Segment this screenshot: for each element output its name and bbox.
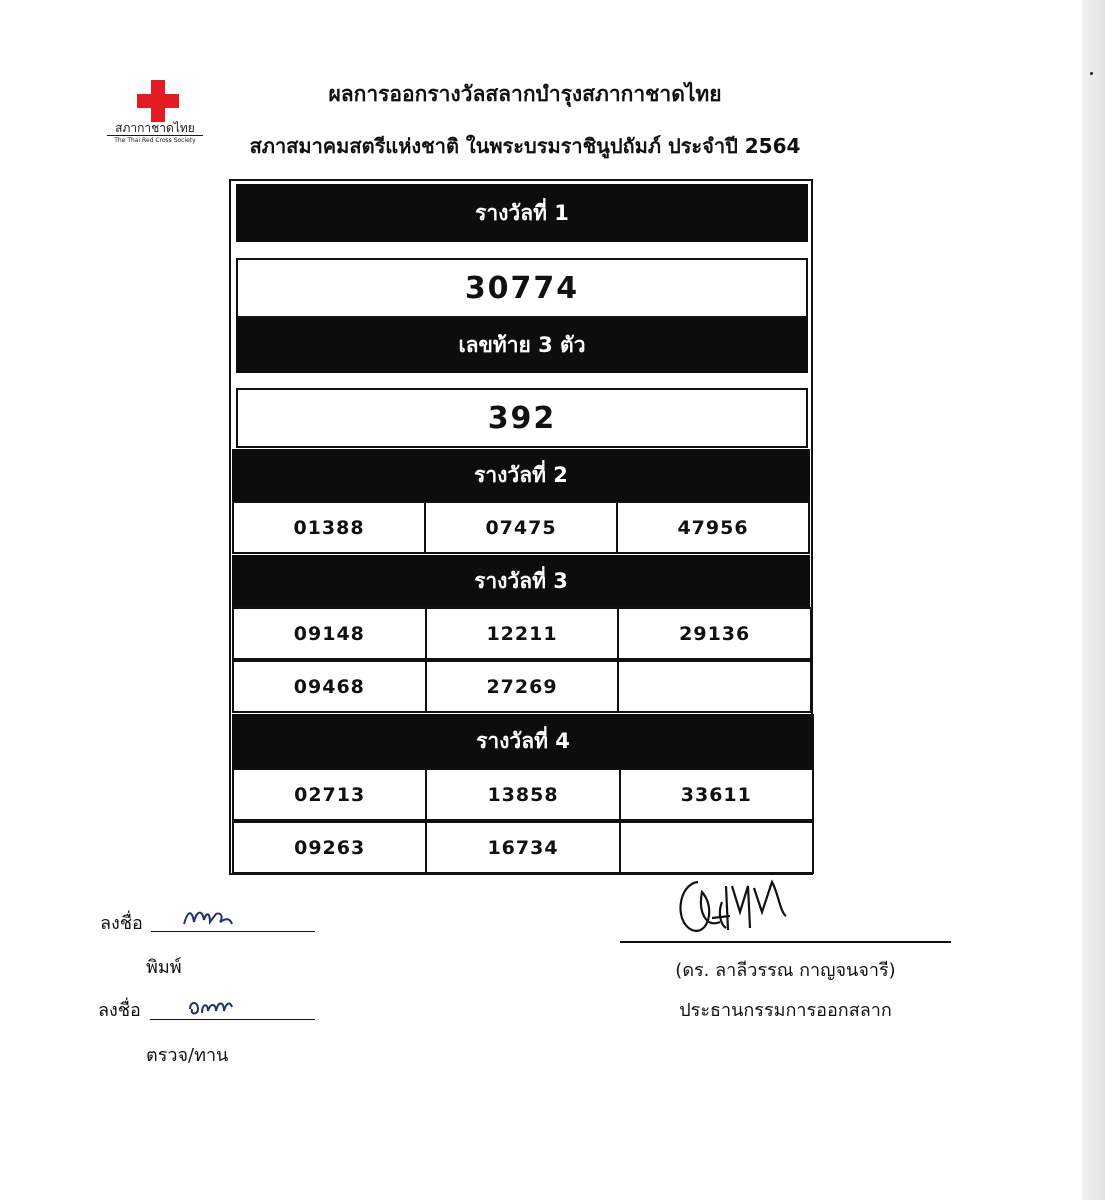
- prize4-empty-cell: [619, 821, 814, 874]
- red-cross-logo: [107, 80, 203, 150]
- prize2-header: รางวัลที่ 2: [232, 449, 810, 501]
- sign-label-1: ลงชื่อ: [100, 913, 143, 934]
- sign-label-2: ลงชื่อ: [98, 1000, 141, 1021]
- prize4-row-2: [232, 821, 814, 874]
- prize1-header: รางวัลที่ 1: [236, 184, 808, 242]
- prize3-cell: 29136: [617, 607, 812, 660]
- chairman-name: (ดร. ลาลีวรรณ กาญจนจารี): [675, 960, 896, 981]
- chairman-title: ประธานกรรมการออกสลาก: [679, 1000, 892, 1021]
- prize4-cell: 33611: [619, 768, 814, 821]
- prize3-cell: 27269: [425, 660, 620, 713]
- logo-text-th: สภากาชาดไทย: [107, 121, 203, 136]
- prize3-row-2: [232, 660, 812, 713]
- prize4-header: รางวัลที่ 4: [232, 714, 814, 768]
- prize2-row: [232, 501, 810, 554]
- prize3-row-1: [232, 607, 812, 660]
- prize3-cell: 12211: [425, 607, 620, 660]
- last3-number: 392: [236, 388, 808, 448]
- checked-by-label: ตรวจ/ทาน: [146, 1045, 229, 1066]
- prize4-cell: 09263: [232, 821, 427, 874]
- edge-mark: [1090, 72, 1093, 75]
- prize4-cell: 16734: [425, 821, 620, 874]
- prize2-cell: 47956: [616, 501, 810, 554]
- page-edge-shadow: [1082, 0, 1105, 1200]
- prize3-empty-cell: [617, 660, 812, 713]
- prize1-number: 30774: [236, 258, 808, 318]
- printed-by-label: พิมพ์: [146, 957, 182, 978]
- document-subtitle: สภาสมาคมสตรีแห่งชาติ ในพระบรมราชินูปถัมภ์ ประจำปี 2564: [249, 134, 801, 158]
- handwritten-signature-1: [180, 902, 240, 932]
- prize2-cell: 07475: [424, 501, 618, 554]
- document-title: ผลการออกรางวัลสลากบำรุงสภากาชาดไทย: [328, 82, 722, 106]
- chairman-signature: [668, 872, 818, 942]
- prize4-cell: 13858: [425, 768, 620, 821]
- results-table: [229, 179, 813, 875]
- prize3-cell: 09148: [232, 607, 427, 660]
- prize3-header: รางวัลที่ 3: [232, 555, 810, 607]
- handwritten-signature-2: [186, 995, 236, 1020]
- prize2-cell: 01388: [232, 501, 426, 554]
- chairman-sign-line: [620, 941, 951, 943]
- prize3-cell: 09468: [232, 660, 427, 713]
- prize4-cell: 02713: [232, 768, 427, 821]
- red-cross-icon: [137, 80, 179, 122]
- logo-text-en: The Thai Red Cross Society: [114, 137, 196, 144]
- last3-header: เลขท้าย 3 ตัว: [236, 318, 808, 373]
- prize4-row-1: [232, 768, 814, 821]
